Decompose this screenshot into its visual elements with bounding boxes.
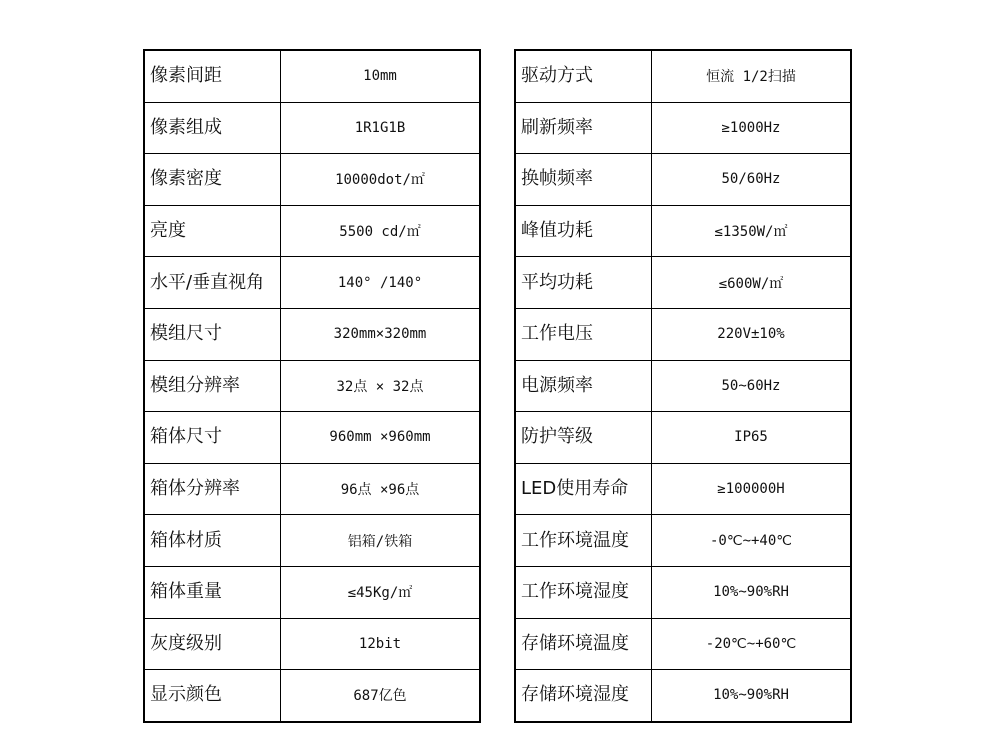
spec-value: 铝箱/铁箱 bbox=[281, 515, 481, 567]
spec-value: 960mm ×960mm bbox=[281, 412, 481, 464]
spec-value: IP65 bbox=[652, 412, 852, 464]
spec-label: 灰度级别 bbox=[144, 618, 281, 670]
spec-value: 50/60Hz bbox=[652, 154, 852, 206]
spec-label: 防护等级 bbox=[515, 412, 652, 464]
table-row bbox=[144, 205, 480, 257]
spec-label: 工作电压 bbox=[515, 308, 652, 360]
spec-label: 箱体材质 bbox=[144, 515, 281, 567]
spec-label: 箱体分辨率 bbox=[144, 463, 281, 515]
spec-value: 10%~90%RH bbox=[652, 670, 852, 722]
spec-label: 峰值功耗 bbox=[515, 205, 652, 257]
spec-value: 1R1G1B bbox=[281, 102, 481, 154]
spec-label: 电源频率 bbox=[515, 360, 652, 412]
spec-label: 刷新频率 bbox=[515, 102, 652, 154]
table-row bbox=[515, 670, 851, 722]
spec-label: 存储环境湿度 bbox=[515, 670, 652, 722]
spec-value: 恒流 1/2扫描 bbox=[652, 50, 852, 102]
spec-table-left bbox=[143, 49, 481, 723]
spec-value: 10mm bbox=[281, 50, 481, 102]
table-row bbox=[144, 50, 480, 102]
spec-value: 687亿色 bbox=[281, 670, 481, 722]
table-row bbox=[515, 154, 851, 206]
spec-value: 140° /140° bbox=[281, 257, 481, 309]
spec-label: 箱体尺寸 bbox=[144, 412, 281, 464]
spec-label: 工作环境温度 bbox=[515, 515, 652, 567]
spec-value: 50~60Hz bbox=[652, 360, 852, 412]
spec-label: 存储环境温度 bbox=[515, 618, 652, 670]
table-row bbox=[515, 50, 851, 102]
spec-label: 像素间距 bbox=[144, 50, 281, 102]
table-row bbox=[515, 515, 851, 567]
table-row bbox=[515, 463, 851, 515]
table-row bbox=[515, 205, 851, 257]
spec-label: 像素密度 bbox=[144, 154, 281, 206]
table-row bbox=[144, 102, 480, 154]
spec-value: ≤1350W/㎡ bbox=[652, 205, 852, 257]
table-row bbox=[144, 566, 480, 618]
table-row bbox=[144, 670, 480, 722]
spec-value: 12bit bbox=[281, 618, 481, 670]
table-row bbox=[144, 308, 480, 360]
table-row bbox=[515, 308, 851, 360]
table-row bbox=[515, 257, 851, 309]
spec-label: 驱动方式 bbox=[515, 50, 652, 102]
table-row bbox=[144, 257, 480, 309]
spec-table-left-body bbox=[144, 50, 480, 722]
spec-value: 220V±10% bbox=[652, 308, 852, 360]
spec-table-right bbox=[514, 49, 852, 723]
table-row bbox=[515, 360, 851, 412]
table-row bbox=[515, 618, 851, 670]
spec-label: 模组分辨率 bbox=[144, 360, 281, 412]
spec-value: 5500 cd/㎡ bbox=[281, 205, 481, 257]
spec-label: 工作环境湿度 bbox=[515, 566, 652, 618]
table-row bbox=[144, 463, 480, 515]
table-row bbox=[144, 360, 480, 412]
spec-label: 显示颜色 bbox=[144, 670, 281, 722]
spec-value: ≥1000Hz bbox=[652, 102, 852, 154]
table-row bbox=[144, 515, 480, 567]
table-row bbox=[144, 618, 480, 670]
table-row bbox=[515, 102, 851, 154]
spec-value: -0℃~+40℃ bbox=[652, 515, 852, 567]
spec-value: ≥100000H bbox=[652, 463, 852, 515]
spec-label: 模组尺寸 bbox=[144, 308, 281, 360]
spec-value: 10000dot/㎡ bbox=[281, 154, 481, 206]
spec-value: 320mm×320mm bbox=[281, 308, 481, 360]
table-row bbox=[515, 412, 851, 464]
spec-value: ≤600W/㎡ bbox=[652, 257, 852, 309]
spec-value: ≤45Kg/㎡ bbox=[281, 566, 481, 618]
spec-label: LED使用寿命 bbox=[515, 463, 652, 515]
spec-value: -20℃~+60℃ bbox=[652, 618, 852, 670]
spec-label: 箱体重量 bbox=[144, 566, 281, 618]
spec-value: 10%~90%RH bbox=[652, 566, 852, 618]
spec-label: 平均功耗 bbox=[515, 257, 652, 309]
spec-value: 32点 × 32点 bbox=[281, 360, 481, 412]
table-row bbox=[144, 154, 480, 206]
spec-label: 像素组成 bbox=[144, 102, 281, 154]
spec-value: 96点 ×96点 bbox=[281, 463, 481, 515]
spec-label: 亮度 bbox=[144, 205, 281, 257]
table-row bbox=[515, 566, 851, 618]
spec-table-right-body bbox=[515, 50, 851, 722]
spec-label: 水平/垂直视角 bbox=[144, 257, 281, 309]
spec-label: 换帧频率 bbox=[515, 154, 652, 206]
table-row bbox=[144, 412, 480, 464]
